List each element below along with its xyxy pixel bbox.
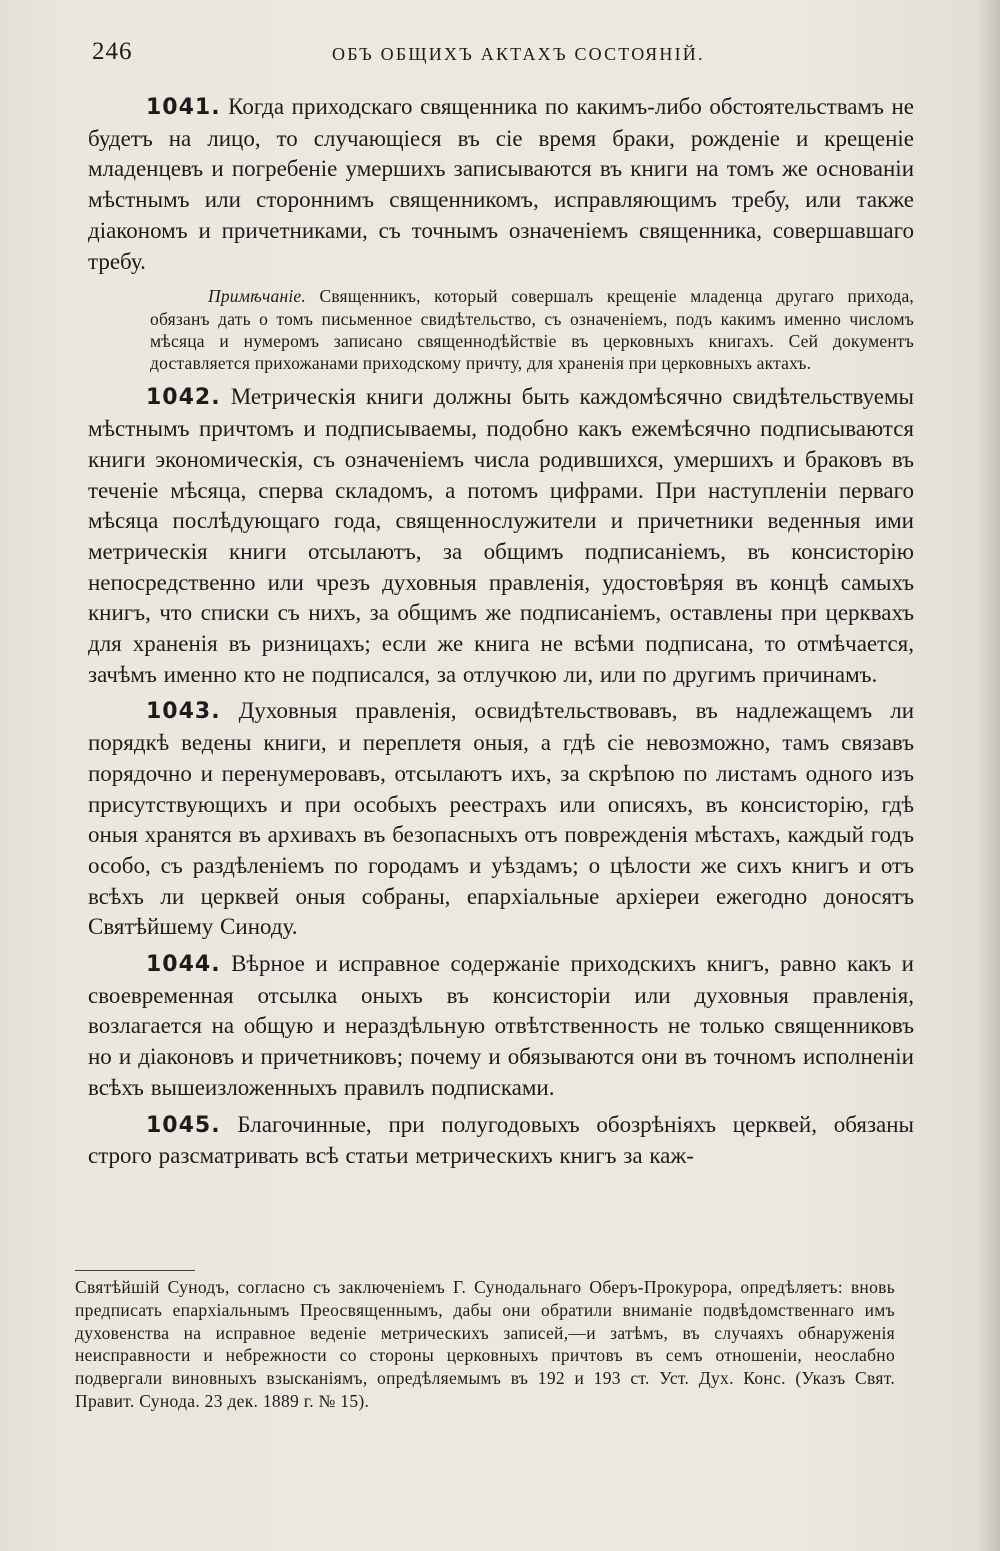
article-1042 xyxy=(88,382,914,690)
running-title: ОБЪ ОБЩИХЪ АКТАХЪ СОСТОЯНIЙ. xyxy=(332,44,705,64)
footnote: Святѣйшiй Сунодъ, согласно съ заключенiемъ Г. Сунодальнаго Оберъ-Прокурора, опредѣляетъ: вновь предписать епархiальнымъ Преосвященнымъ, дабы они обратили вниманiе подвѣдомственнаго имъ духовенства на исправное веденiе метрическихъ записей,—и затѣмъ, въ случаяхъ обнаруженiя неисправности и небрежности со стороны церковныхъ причтовъ въ семъ отношенiи, неослабно подвергали виновныхъ взысканiямъ, опредѣляемымъ въ 192 и 193 ст. Уст. Дух. Конс. (Указъ Свят. Правит. Сунода. 23 дек. 1889 г. № 15). xyxy=(75,1277,895,1411)
footnote-separator xyxy=(75,1270,195,1271)
article-1041 xyxy=(88,92,914,277)
article-text: Метрическiя книги должны быть каждомѣсячно свидѣтельствуемы мѣстнымъ причтомъ и подписываемы, подобно какъ ежемѣсячно подписываются книги экономическiя, съ означенiемъ числа родившихся, умершихъ и браковъ въ теченiе мѣсяца, сперва складомъ, а потомъ цифрами. При наступленiи перваго мѣсяца послѣдующаго года, священнослужители и причетники веденныя ими метрическiя книги отсылаютъ, за общимъ подписанiемъ, въ консисторiю непосредственно или чрезъ духовныя правленiя, удостовѣряя въ концѣ самыхъ книгъ, что списки съ нихъ, за общимъ же подписанiемъ, оставлены при церквахъ для храненiя въ ризницахъ; если же книга не всѣми подписана, то отмѣчается, зачѣмъ именно кто не подписался, за отлучкою ли, или по другимъ причинамъ. xyxy=(88,384,914,687)
article-1045 xyxy=(88,1110,914,1172)
article-1043 xyxy=(88,696,914,943)
article-text: Когда приходскаго священника по какимъ-либо обстоятельствамъ не будетъ на лицо, то случающiеся въ сiе время браки, рожденiе и крещенiе младенцевъ и погребенiе умершихъ записываются въ книги на томъ же основанiи мѣстнымъ или стороннимъ священникомъ, исправляющимъ требу, или также дiакономъ и причетниками, съ точнымъ означенiемъ священника, совершавшаго требу. xyxy=(88,94,915,274)
page-body xyxy=(88,92,914,1172)
article-text: Вѣрное и исправное содержанiе приходскихъ книгъ, равно какъ и своевременная отсылка оныхъ въ консисторiи или духовныя правленiя, возлагается на общую и нераздѣльную отвѣтственность не только священниковъ но и дiаконовъ и причетниковъ; почему и обязываются они въ точномъ исполненiи всѣхъ вышеизложенныхъ правилъ подписками. xyxy=(88,951,914,1100)
page-header xyxy=(92,38,912,74)
article-number: 1044. xyxy=(146,952,221,978)
page-gutter-shadow xyxy=(976,0,1000,1551)
note-text: Священникъ, который совершалъ крещенiе младенца другаго прихода, обязанъ дать о томъ письменное свидѣтельство, съ означенiемъ, подъ какимъ именно числомъ мѣсяца и нумеромъ записано священнодѣйствiе въ церковныхъ книгахъ. Сей документъ доставляется прихожанами приходскому причту, для храненiя при церковныхъ актахъ. xyxy=(150,286,914,374)
page-number: 246 xyxy=(92,38,133,65)
note-label: Примѣчанiе. xyxy=(208,286,306,307)
article-1044 xyxy=(88,949,914,1104)
article-text: Благочинные, при полугодовыхъ обозрѣнiяхъ церквей, обязаны строго разсматривать всѣ статьи метрическихъ книгъ за каж- xyxy=(88,1111,915,1169)
article-text: Духовныя правленiя, освидѣтельствовавъ, въ надлежащемъ ли порядкѣ ведены книги, и переплетя оныя, а гдѣ сiе невозможно, тамъ связавъ порядочно и перенумеровавъ, отсылаютъ ихъ, за скрѣпою по листамъ одного изъ присутствующихъ и при особыхъ реестрахъ или описяхъ, въ консисторiю, гдѣ оныя хранятся въ архивахъ въ безопасныхъ отъ поврежденiя мѣстахъ, каждый годъ особо, съ раздѣленiемъ по городамъ и уѣздамъ; о цѣлости же сихъ книгъ и отъ всѣхъ ли церквей оныя собраны, епархiальные архiереи ежегодно доносятъ Святѣйшему Синоду. xyxy=(88,698,914,940)
article-number: 1042. xyxy=(146,385,221,411)
article-number: 1045. xyxy=(146,1112,221,1138)
article-number: 1041. xyxy=(146,95,221,120)
article-1041-note xyxy=(150,285,914,374)
article-number: 1043. xyxy=(146,699,221,725)
